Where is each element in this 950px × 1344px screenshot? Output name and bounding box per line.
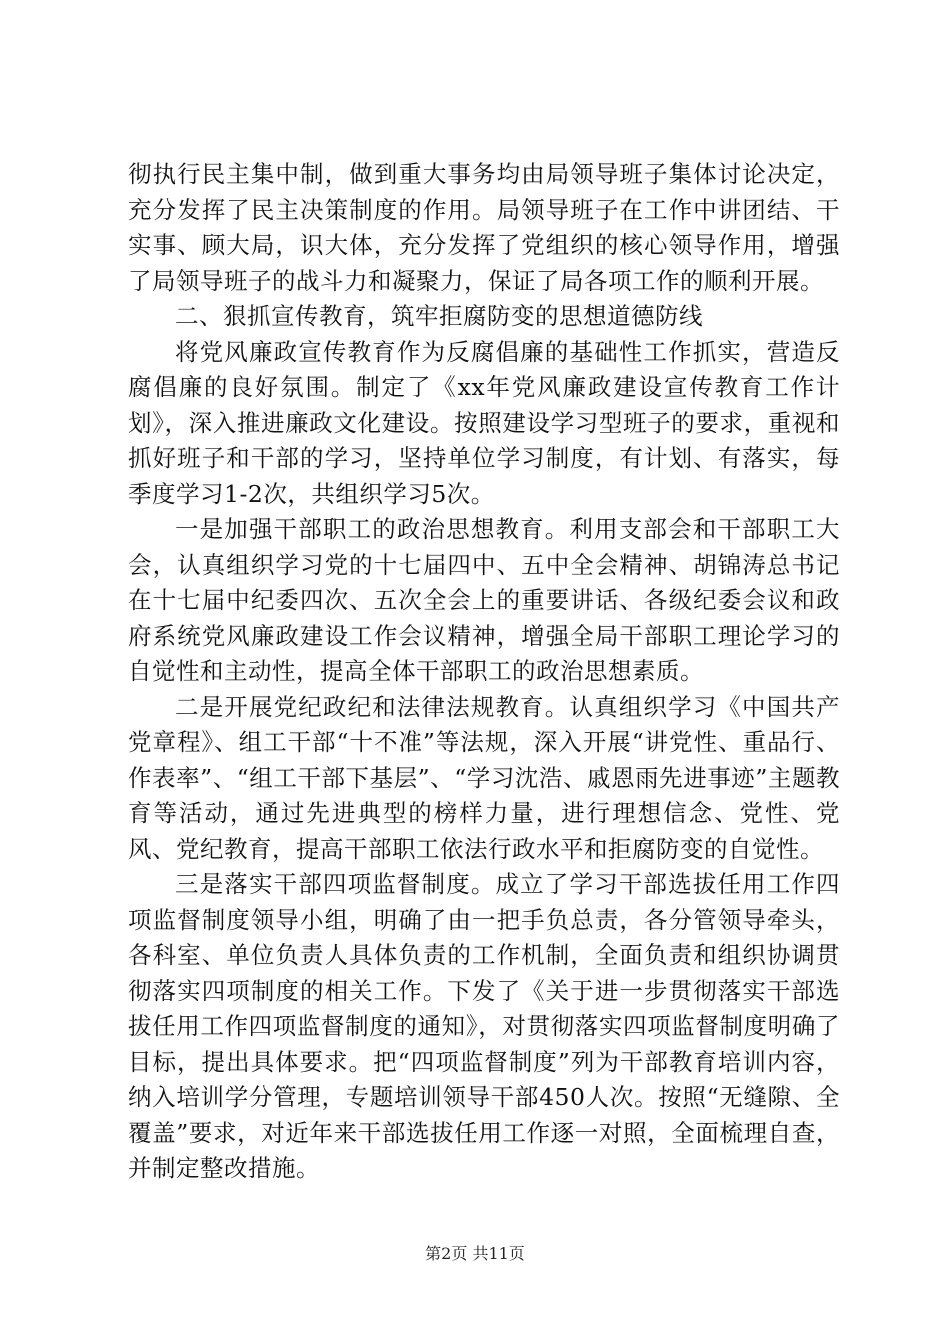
paragraph-continuation: 彻执行民主集中制，做到重大事务均由局领导班子集体讨论决定，充分发挥了民主决策制度的作用。局领导班子在工作中讲团结、干实事、顾大局，识大体，充分发挥了党组织的核心领导作用，增强了局领导班子的战斗力和凝聚力，保证了局各项工作的顺利开展。 bbox=[128, 160, 840, 295]
document-body bbox=[128, 157, 840, 1187]
section-heading: 二、狠抓宣传教育，筑牢拒腐防变的思想道德防线 bbox=[175, 302, 703, 330]
paragraph-item-3: 三是落实干部四项监督制度。成立了学习干部选拔任用工作四项监督制度领导小组，明确了由一把手负总责，各分管领导牵头，各科室、单位负责人具体负责的工作机制，全面负责和组织协调贯彻落实四项制度的相关工作。下发了《关于进一步贯彻落实干部选拔任用工作四项监督制度的通知》，对贯彻落实四项监督制度明确了目标，提出具体要求。把“四项监督制度”列为干部教育培训内容，纳入培训学分管理，专题培训领导干部450人次。按照“无缝隙、全覆盖”要求，对近年来干部选拔任用工作逐一对照，全面梳理自查，并制定整改措施。 bbox=[128, 870, 840, 1182]
paragraph-item-1: 一是加强干部职工的政治思想教育。利用支部会和干部职工大会，认真组织学习党的十七届四中、五中全会精神、胡锦涛总书记在十七届中纪委四次、五次全会上的重要讲话、各级纪委会议和政府系统党风廉政建设工作会议精神，增强全局干部职工理论学习的自觉性和主动性，提高全体干部职工的政治思想素质。 bbox=[128, 515, 840, 685]
paragraph-item-2: 二是开展党纪政纪和法律法规教育。认真组织学习《中国共产党章程》、组工干部“十不准”等法规，深入开展“讲党性、重品行、作表率”、“组工干部下基层”、“学习沈浩、戚恩雨先进事迹”主题教育等活动，通过先进典型的榜样力量，进行理想信念、党性、党风、党纪教育，提高干部职工依法行政水平和拒腐防变的自觉性。 bbox=[128, 692, 840, 863]
page-footer: 第2页 共11页 bbox=[425, 1244, 525, 1263]
paragraph-intro: 将党风廉政宣传教育作为反腐倡廉的基础性工作抓实，营造反腐倡廉的良好氛围。制定了《xx年党风廉政建设宣传教育工作计划》，深入推进廉政文化建设。按照建设学习型班子的要求，重视和抓好班子和干部的学习，坚持单位学习制度，有计划、有落实，每季度学习1-2次，共组织学习5次。 bbox=[128, 337, 840, 508]
